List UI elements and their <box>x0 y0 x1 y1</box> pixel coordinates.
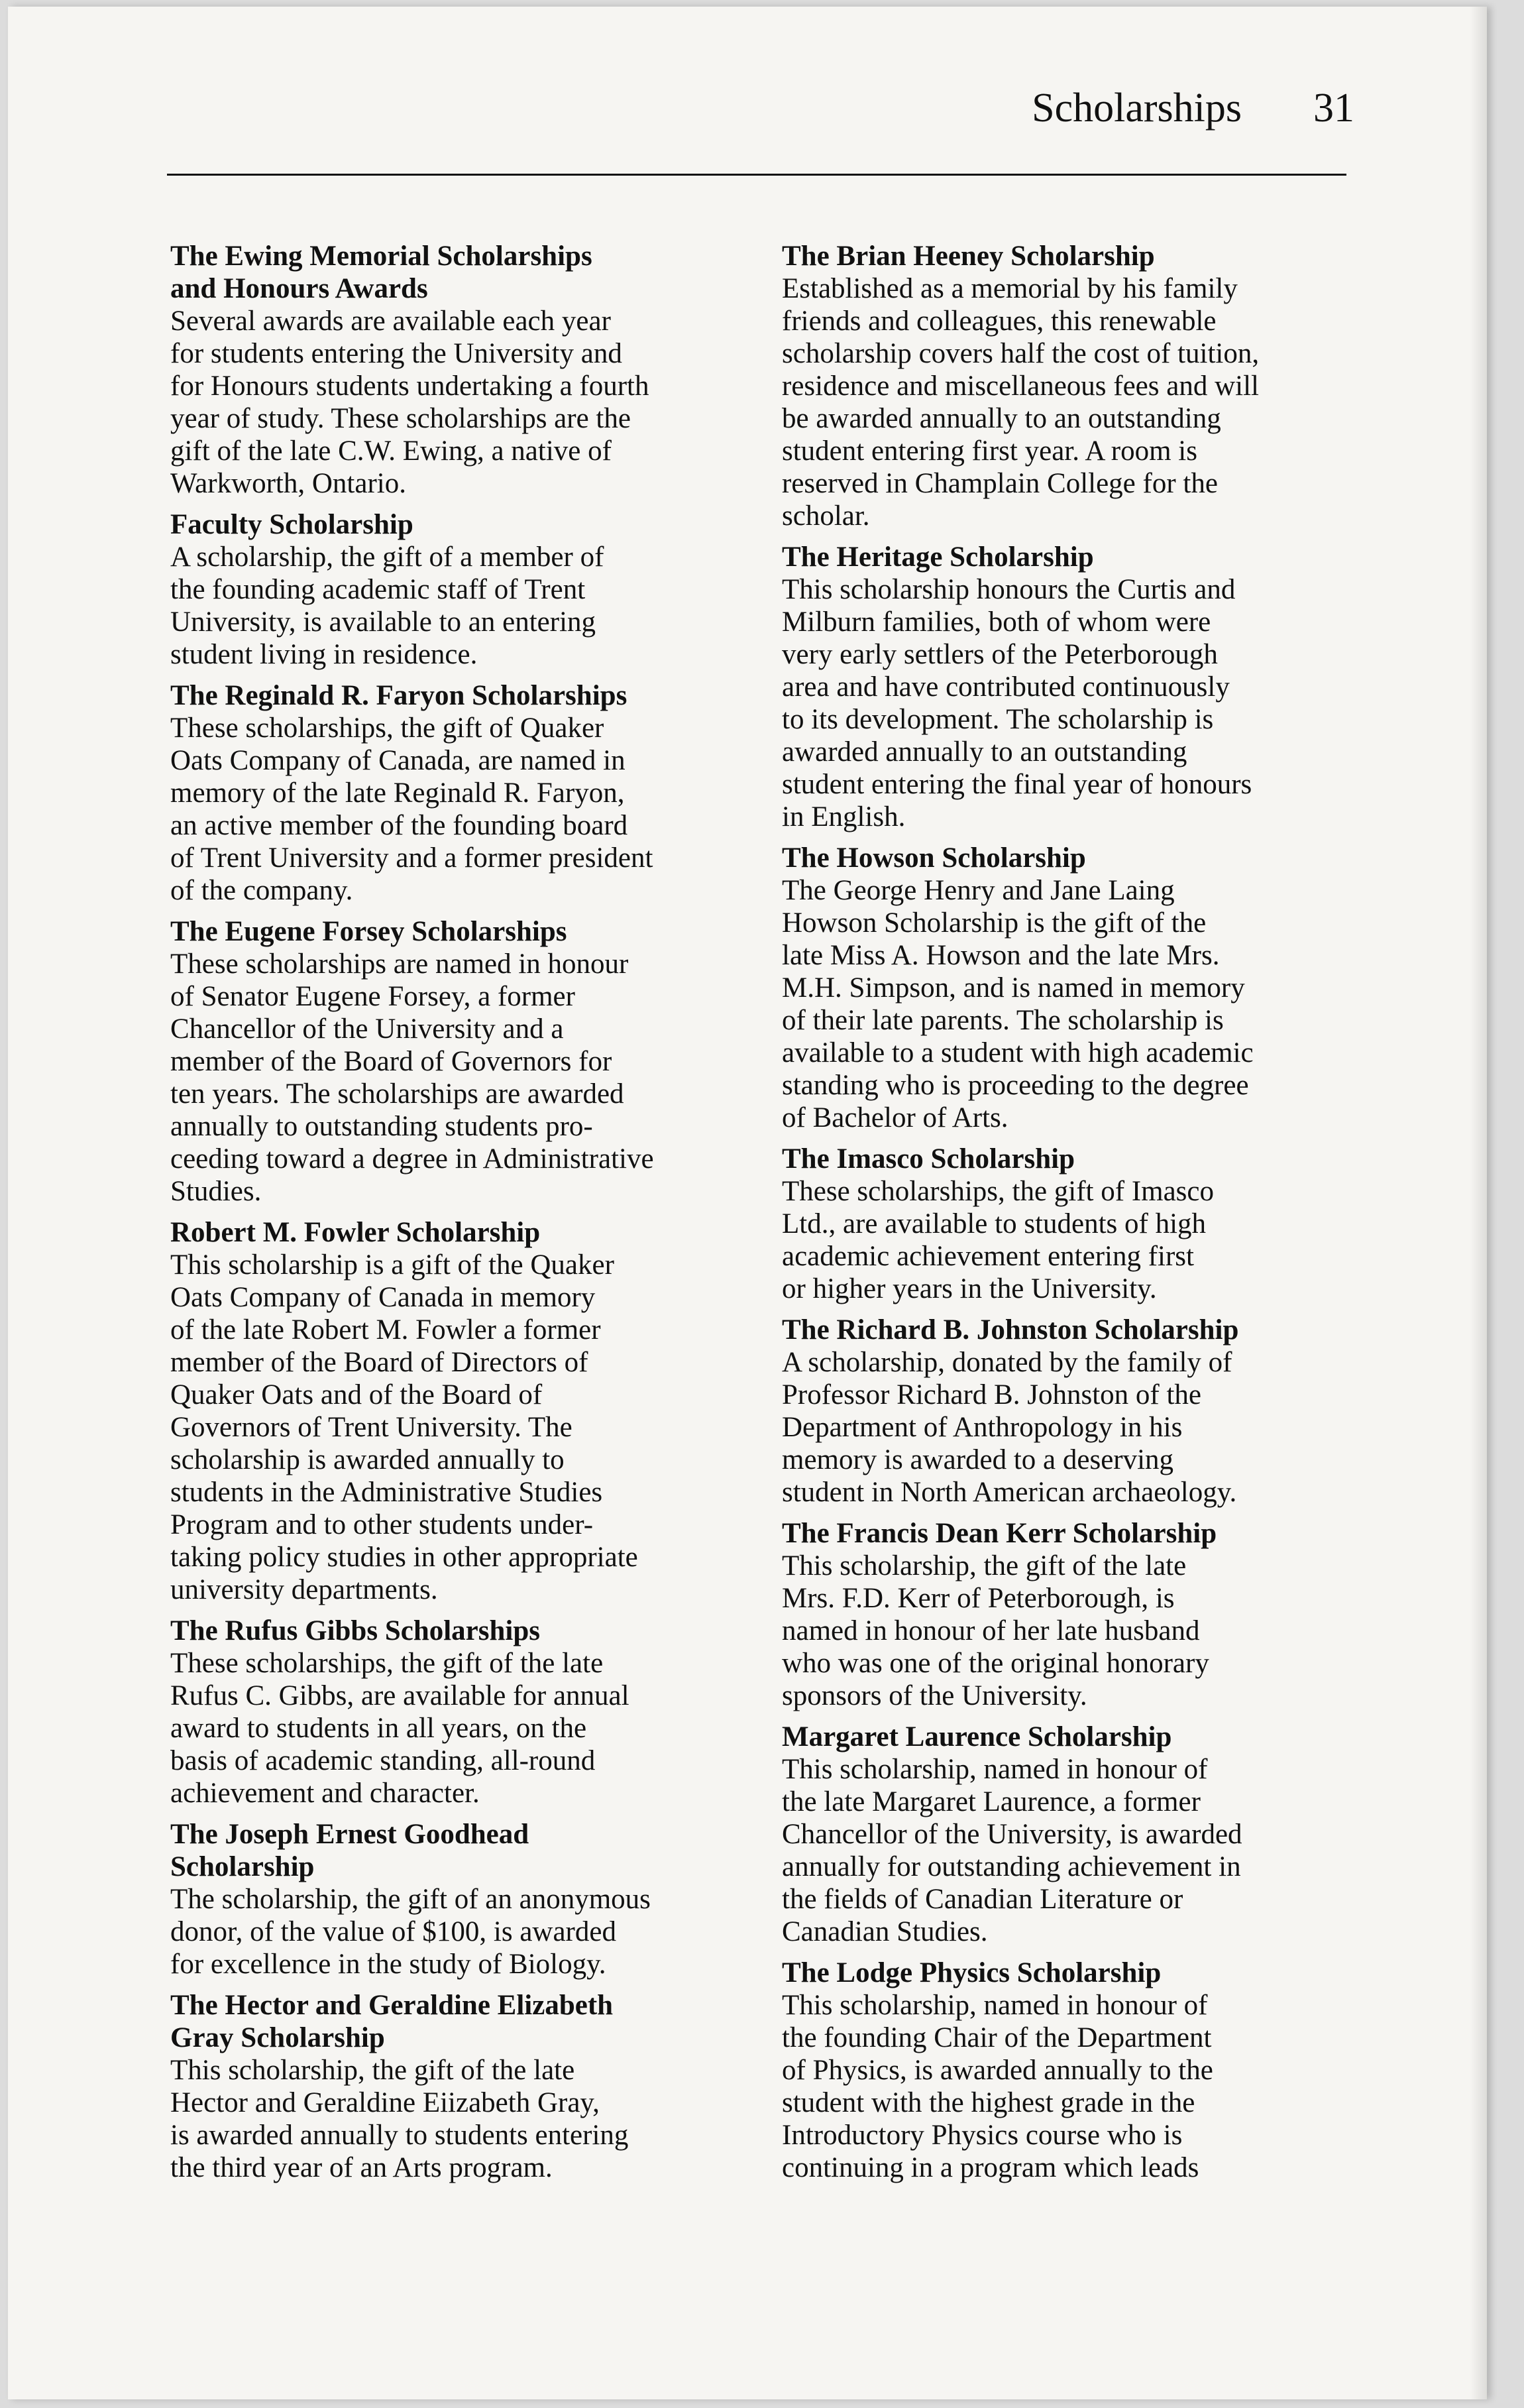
scholarship-entry <box>782 842 1365 1134</box>
scholarship-description: The George Henry and Jane Laing Howson Scholarship is the gift of the late Miss A. Howson and the late Mrs. M.H. Simpson, and is named in memory of their late parents. The scholarship is available to a student with high academic standing who is proceeding to the degree of Bachelor of Arts. <box>782 875 1254 1133</box>
scholarship-entry <box>170 915 753 1208</box>
scholarship-title: Robert M. Fowler Scholarship <box>170 1217 541 1248</box>
scholarship-entry <box>782 1517 1365 1712</box>
scholarship-description: A scholarship, donated by the family of Professor Richard B. Johnston of the Department of Anthropology in his memory is awarded to a deserving student in North American archaeology. <box>782 1347 1237 1508</box>
scholarship-description: This scholarship, the gift of the late Mrs. F.D. Kerr of Peterborough, is named in honour of her late husband who was one of the original honorary sponsors of the University. <box>782 1550 1209 1711</box>
scholarship-entry <box>782 1957 1365 2184</box>
scholarship-entry <box>782 1721 1365 1948</box>
header-title: Scholarships <box>1032 86 1242 131</box>
scholarship-entry <box>782 1314 1365 1509</box>
scholarship-entry <box>170 1818 753 1980</box>
scholarship-entry <box>170 679 753 907</box>
scholarship-title: The Richard B. Johnston Scholarship <box>782 1314 1239 1346</box>
scholarship-title: The Ewing Memorial Scholarships and Honours Awards <box>170 241 592 304</box>
scholarship-title: The Lodge Physics Scholarship <box>782 1957 1162 1988</box>
scholarship-entry <box>782 1143 1365 1305</box>
scholarship-entry <box>782 240 1365 532</box>
scholarship-description: This scholarship honours the Curtis and Milburn families, both of whom were very early settlers of the Peterborough area and have contributed continuously to its development. The scholarship is awarded annually to an outstanding student entering the final year of honours in English. <box>782 574 1252 832</box>
scholarship-title: The Eugene Forsey Scholarships <box>170 916 567 947</box>
scholarship-entry <box>170 1615 753 1809</box>
header-rule <box>167 174 1346 176</box>
scholarship-title: The Francis Dean Kerr Scholarship <box>782 1518 1217 1549</box>
scholarship-description: This scholarship, named in honour of the late Margaret Laurence, a former Chancellor of the University, is awarded annually for outstanding achievement in the fields of Canadian Literature or Canadian Studies. <box>782 1754 1242 1947</box>
scholarship-title: Margaret Laurence Scholarship <box>782 1721 1172 1752</box>
scholarship-entry <box>170 1989 753 2184</box>
scholarship-title: The Heritage Scholarship <box>782 542 1094 573</box>
scholarship-entry <box>782 541 1365 833</box>
scholarship-description: This scholarship is a gift of the Quaker Oats Company of Canada in memory of the late Robert M. Fowler a former member of the Board of Directors of Quaker Oats and of the Board of Governors of Trent University. The scholarship is awarded annually to students in the Administrative Studies Program and to other students under- taking policy studies in other appropriate university departments. <box>170 1249 638 1605</box>
scholarship-description: Several awards are available each year for students entering the University and for Honours students undertaking a fourth year of study. These scholarships are the gift of the late C.W. Ewing, a native of Warkworth, Ontario. <box>170 306 649 499</box>
scholarship-title: The Brian Heeney Scholarship <box>782 241 1155 272</box>
scholarship-title: The Joseph Ernest Goodhead Scholarship <box>170 1819 529 1882</box>
scholarship-description: This scholarship, the gift of the late Hector and Geraldine Eiizabeth Gray, is awarded annually to students entering the third year of an Arts program. <box>170 2055 629 2183</box>
scholarship-title: The Imasco Scholarship <box>782 1143 1075 1175</box>
scholarship-description: These scholarships, the gift of the late Rufus C. Gibbs, are available for annual award to students in all years, on the basis of academic standing, all-round achievement and character. <box>170 1648 629 1809</box>
scholarship-title: The Rufus Gibbs Scholarships <box>170 1615 541 1646</box>
scholarship-description: These scholarships, the gift of Quaker Oats Company of Canada, are named in memory of the late Reginald R. Faryon, an active member of the founding board of Trent University and a former president of the company. <box>170 713 653 906</box>
scholarship-description: This scholarship, named in honour of the founding Chair of the Department of Physics, is awarded annually to the student with the highest grade in the Introductory Physics course who is continuing in a program which leads <box>782 1990 1213 2183</box>
document-page <box>8 7 1487 2399</box>
scholarship-entry <box>170 508 753 671</box>
scholarship-entry <box>170 240 753 500</box>
scholarship-title: The Reginald R. Faryon Scholarships <box>170 680 627 711</box>
scholarship-description: These scholarships are named in honour of Senator Eugene Forsey, a former Chancellor of the University and a member of the Board of Governors for ten years. The scholarships are awarded annually to outstanding students pro- ceeding toward a degree in Administrative Studies. <box>170 948 654 1207</box>
scholarship-description: A scholarship, the gift of a member of the founding academic staff of Trent University, is available to an entering student living in residence. <box>170 542 604 670</box>
scholarship-description: Established as a memorial by his family friends and colleagues, this renewable scholarship covers half the cost of tuition, residence and miscellaneous fees and will be awarded annually to an outstanding student entering first year. A room is reserved in Champlain College for the scholar. <box>782 273 1260 532</box>
scholarship-title: The Hector and Geraldine Elizabeth Gray Scholarship <box>170 1990 614 2053</box>
right-column <box>782 240 1365 2193</box>
page-number: 31 <box>1313 86 1354 131</box>
running-header <box>1032 85 1354 132</box>
scholarship-description: The scholarship, the gift of an anonymous donor, of the value of $100, is awarded for excellence in the study of Biology. <box>170 1884 651 1980</box>
scholarship-title: The Howson Scholarship <box>782 842 1086 874</box>
scholarship-title: Faculty Scholarship <box>170 509 413 540</box>
left-column <box>170 240 753 2193</box>
scholarship-description: These scholarships, the gift of Imasco Ltd., are available to students of high academic achievement entering first or higher years in the University. <box>782 1176 1214 1304</box>
scholarship-entry <box>170 1216 753 1606</box>
